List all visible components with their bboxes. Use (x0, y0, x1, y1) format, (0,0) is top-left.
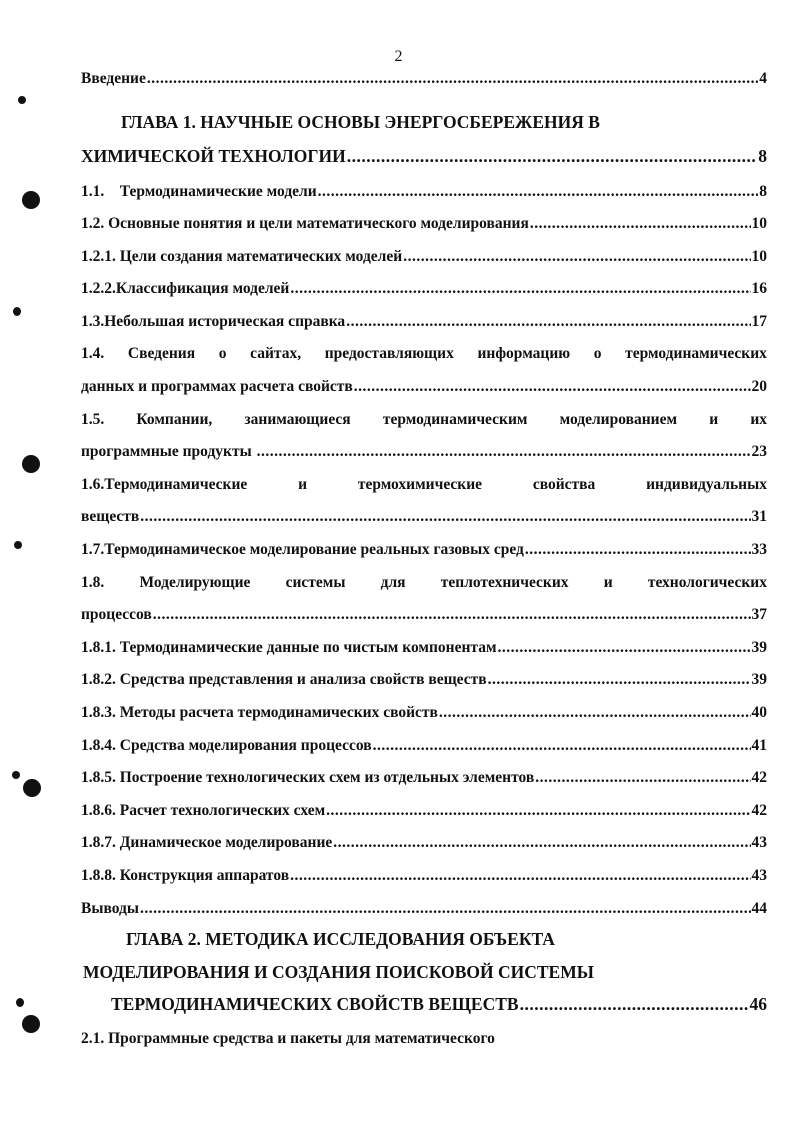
toc-entry-1-8-6: 1.8.6. Расчет технологических схем ..... 42 (81, 802, 767, 820)
chapter-2-title-line-3: ТЕРМОДИНАМИЧЕСКИХ СВОЙСТВ ВЕЩЕСТВ ..... 46 (111, 994, 767, 1015)
toc-entry-1-8-line-1: 1.8. Моделирующие системы для теплотехнических и технологических (81, 574, 767, 591)
toc-entry-1-4-line-1: 1.4. Сведения о сайтах, предоставляющих информацию о термодинамических (81, 345, 767, 362)
toc-entry-conclusions: Выводы ..... 44 (81, 900, 767, 918)
punch-hole (22, 455, 40, 473)
toc-entry-1-6-line-2: веществ ..... 31 (81, 508, 767, 526)
punch-hole (13, 307, 21, 316)
punch-hole (12, 771, 20, 779)
punch-hole (23, 779, 41, 797)
chapter-1-title-line-1: ГЛАВА 1. НАУЧНЫЕ ОСНОВЫ ЭНЕРГОСБЕРЕЖЕНИЯ В (121, 112, 600, 132)
toc-entry-1-8-3: 1.8.3. Методы расчета термодинамических свойств ..... 40 (81, 704, 767, 722)
toc-entry-1-6-line-1: 1.6.Термодинамические и термохимические свойства индивидуальных (81, 476, 767, 493)
toc-entry-1-4-line-2: данных и программах расчета свойств ..... 20 (81, 378, 767, 396)
toc-entry-1-8-8: 1.8.8. Конструкция аппаратов ..... 43 (81, 867, 767, 885)
toc-entry-1-3: 1.3.Небольшая историческая справка ..... 17 (81, 313, 767, 331)
toc-entry-1-2: 1.2. Основные понятия и цели математического моделирования ..... 10 (81, 215, 767, 233)
toc-entry-1-8-2: 1.8.2. Средства представления и анализа свойств веществ ..... 39 (81, 671, 767, 689)
page-number: 2 (394, 48, 403, 65)
chapter-1-title-line-2: ХИМИЧЕСКОЙ ТЕХНОЛОГИИ ..... 8 (81, 146, 767, 167)
toc-entry-1-8-1: 1.8.1. Термодинамические данные по чистым компонентам ..... 39 (81, 639, 767, 657)
punch-hole (22, 191, 40, 209)
toc-entry-1-8-7: 1.8.7. Динамическое моделирование ..... 43 (81, 834, 767, 852)
punch-hole (14, 541, 22, 549)
toc-entry-1-7: 1.7.Термодинамическое моделирование реальных газовых сред ..... 33 (81, 541, 767, 559)
toc-entry-1-2-2: 1.2.2.Классификация моделей ..... 16 (81, 280, 767, 298)
toc-entry-1-8-5: 1.8.5. Построение технологических схем из отдельных элементов ..... 42 (81, 769, 767, 787)
punch-hole (22, 1015, 40, 1033)
toc-entry-1-8-4: 1.8.4. Средства моделирования процессов ..... 41 (81, 737, 767, 755)
toc-entry-2-1: 2.1. Программные средства и пакеты для математического (81, 1030, 495, 1047)
toc-entry-1-2-1: 1.2.1. Цели создания математических моделей ..... 10 (81, 248, 767, 266)
punch-hole (16, 998, 24, 1007)
toc-entry-1-1: 1.1. Термодинамические модели ..... 8 (81, 183, 767, 201)
punch-hole (18, 96, 26, 104)
toc-entry-intro: Введение ..... 4 (81, 70, 767, 88)
toc-entry-1-5-line-1: 1.5. Компании, занимающиеся термодинамическим моделированием и их (81, 411, 767, 428)
chapter-2-title-line-1: ГЛАВА 2. МЕТОДИКА ИССЛЕДОВАНИЯ ОБЪЕКТА (126, 929, 555, 949)
toc-entry-1-8-line-2: процессов ..... 37 (81, 606, 767, 624)
toc-entry-1-5-line-2: программные продукты ..... 23 (81, 443, 767, 461)
chapter-2-title-line-2: МОДЕЛИРОВАНИЯ И СОЗДАНИЯ ПОИСКОВОЙ СИСТЕМЫ (83, 962, 594, 982)
